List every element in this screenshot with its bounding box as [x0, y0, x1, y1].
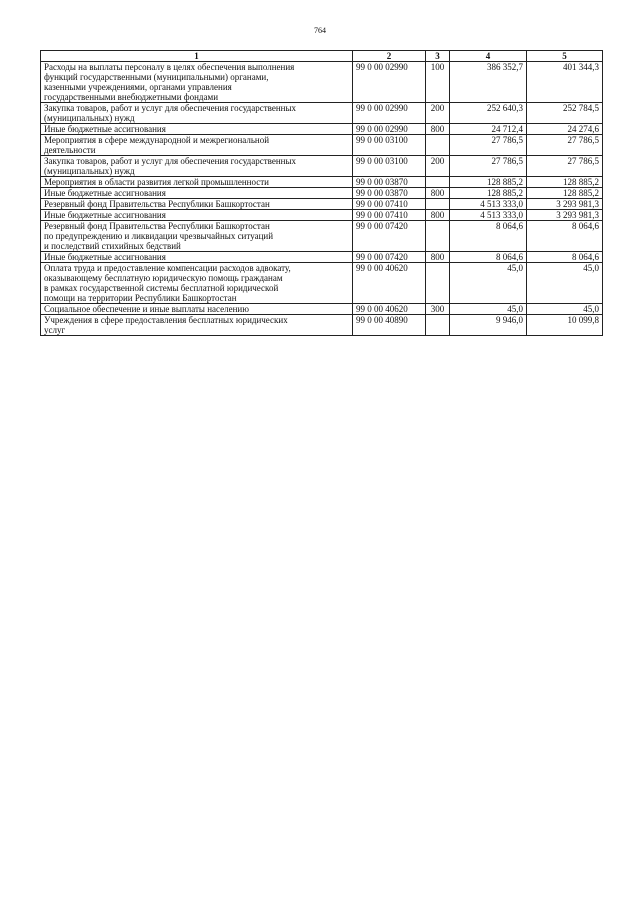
- cell-type: [426, 263, 450, 304]
- table-row: [41, 221, 603, 252]
- cell-code: 99 0 00 02990: [353, 124, 426, 135]
- table-row: [41, 263, 603, 304]
- cell-sum-2: 27 786,5: [527, 135, 603, 156]
- cell-type: 100: [426, 62, 450, 103]
- cell-sum-1: 128 885,2: [450, 177, 527, 188]
- cell-type: 200: [426, 156, 450, 177]
- budget-table: [40, 50, 603, 336]
- cell-name: [41, 62, 353, 103]
- cell-sum-1: 8 064,6: [450, 221, 527, 252]
- cell-name: [41, 177, 353, 188]
- row-name-text: Мероприятия в области развития легкой промышленности: [44, 177, 269, 187]
- cell-name: [41, 210, 353, 221]
- cell-name: [41, 263, 353, 304]
- row-name-text: Иные бюджетные ассигнования: [44, 210, 166, 220]
- row-name-text: Оплата труда и предоставление компенсации расходов адвокату, оказывающему бесплатную юридическую помощь гражданам в рамках государственной системы бесплатной юридической помощи на территории Республики Башкортостан: [44, 263, 291, 303]
- cell-sum-2: 252 784,5: [527, 103, 603, 124]
- cell-code: 99 0 00 40620: [353, 263, 426, 304]
- cell-type: [426, 315, 450, 336]
- table-row: [41, 103, 603, 124]
- cell-sum-2: 27 786,5: [527, 156, 603, 177]
- cell-sum-1: 27 786,5: [450, 135, 527, 156]
- cell-sum-2: 45,0: [527, 263, 603, 304]
- cell-code: 99 0 00 40890: [353, 315, 426, 336]
- cell-code: 99 0 00 03100: [353, 156, 426, 177]
- table-row: [41, 62, 603, 103]
- cell-code: 99 0 00 07420: [353, 221, 426, 252]
- row-name-text: Иные бюджетные ассигнования: [44, 124, 166, 134]
- row-name-text: Социальное обеспечение и иные выплаты населению: [44, 304, 249, 314]
- table-row: [41, 199, 603, 210]
- table-row: [41, 210, 603, 221]
- table-header-row: [41, 51, 603, 62]
- cell-sum-2: 8 064,6: [527, 252, 603, 263]
- cell-sum-2: 128 885,2: [527, 177, 603, 188]
- row-name-text: Закупка товаров, работ и услуг для обеспечения государственных (муниципальных) нужд: [44, 156, 297, 176]
- table-row: [41, 124, 603, 135]
- cell-type: [426, 177, 450, 188]
- row-name-text: Резервный фонд Правительства Республики Башкортостан по предупреждению и ликвидации чрезвычайных ситуаций и последствий стихийных бедствий: [44, 221, 274, 251]
- cell-sum-1: 252 640,3: [450, 103, 527, 124]
- cell-code: 99 0 00 02990: [353, 103, 426, 124]
- cell-sum-1: 45,0: [450, 304, 527, 315]
- table-row: [41, 156, 603, 177]
- row-name-text: Закупка товаров, работ и услуг для обеспечения государственных (муниципальных) нужд: [44, 103, 297, 123]
- cell-name: [41, 156, 353, 177]
- cell-type: 300: [426, 304, 450, 315]
- table-row: [41, 304, 603, 315]
- cell-type: [426, 199, 450, 210]
- cell-sum-2: 3 293 981,3: [527, 210, 603, 221]
- cell-code: 99 0 00 40620: [353, 304, 426, 315]
- cell-sum-1: 8 064,6: [450, 252, 527, 263]
- table-row: [41, 315, 603, 336]
- cell-name: [41, 199, 353, 210]
- page-number: 764: [314, 26, 326, 35]
- table-row: [41, 135, 603, 156]
- table-row: [41, 252, 603, 263]
- cell-code: 99 0 00 07410: [353, 210, 426, 221]
- cell-sum-2: 10 099,8: [527, 315, 603, 336]
- cell-code: 99 0 00 07420: [353, 252, 426, 263]
- table-row: [41, 177, 603, 188]
- cell-sum-1: 24 712,4: [450, 124, 527, 135]
- column-header: 4: [450, 51, 527, 62]
- cell-name: [41, 188, 353, 199]
- cell-name: [41, 221, 353, 252]
- row-name-text: Резервный фонд Правительства Республики Башкортостан: [44, 199, 270, 209]
- row-name-text: Учреждения в сфере предоставления бесплатных юридических услуг: [44, 315, 288, 335]
- cell-type: 800: [426, 124, 450, 135]
- cell-sum-1: 9 946,0: [450, 315, 527, 336]
- cell-code: 99 0 00 03870: [353, 177, 426, 188]
- column-header: 1: [41, 51, 353, 62]
- cell-name: [41, 315, 353, 336]
- cell-sum-1: 128 885,2: [450, 188, 527, 199]
- column-header: 5: [527, 51, 603, 62]
- cell-sum-1: 386 352,7: [450, 62, 527, 103]
- cell-code: 99 0 00 02990: [353, 62, 426, 103]
- cell-sum-2: 24 274,6: [527, 124, 603, 135]
- cell-name: [41, 103, 353, 124]
- column-header: 3: [426, 51, 450, 62]
- cell-sum-1: 4 513 333,0: [450, 210, 527, 221]
- cell-sum-2: 401 344,3: [527, 62, 603, 103]
- cell-type: 200: [426, 103, 450, 124]
- table-body: [41, 62, 603, 336]
- cell-code: 99 0 00 03870: [353, 188, 426, 199]
- cell-type: 800: [426, 210, 450, 221]
- column-header: 2: [353, 51, 426, 62]
- cell-sum-2: 45,0: [527, 304, 603, 315]
- cell-sum-2: 3 293 981,3: [527, 199, 603, 210]
- table-row: [41, 188, 603, 199]
- row-name-text: Мероприятия в сфере международной и межрегиональной деятельности: [44, 135, 270, 155]
- cell-sum-1: 27 786,5: [450, 156, 527, 177]
- cell-sum-2: 128 885,2: [527, 188, 603, 199]
- row-name-text: Иные бюджетные ассигнования: [44, 188, 166, 198]
- cell-name: [41, 124, 353, 135]
- cell-type: 800: [426, 252, 450, 263]
- row-name-text: Расходы на выплаты персоналу в целях обеспечения выполнения функций государственными (муниципальными) органами, казенными учреждениями, органами управления государственными внебюджетными фондами: [44, 62, 295, 102]
- row-name-text: Иные бюджетные ассигнования: [44, 252, 166, 262]
- cell-sum-1: 45,0: [450, 263, 527, 304]
- cell-type: 800: [426, 188, 450, 199]
- cell-name: [41, 252, 353, 263]
- cell-sum-2: 8 064,6: [527, 221, 603, 252]
- cell-code: 99 0 00 07410: [353, 199, 426, 210]
- cell-type: [426, 221, 450, 252]
- cell-type: [426, 135, 450, 156]
- cell-sum-1: 4 513 333,0: [450, 199, 527, 210]
- cell-name: [41, 304, 353, 315]
- cell-code: 99 0 00 03100: [353, 135, 426, 156]
- cell-name: [41, 135, 353, 156]
